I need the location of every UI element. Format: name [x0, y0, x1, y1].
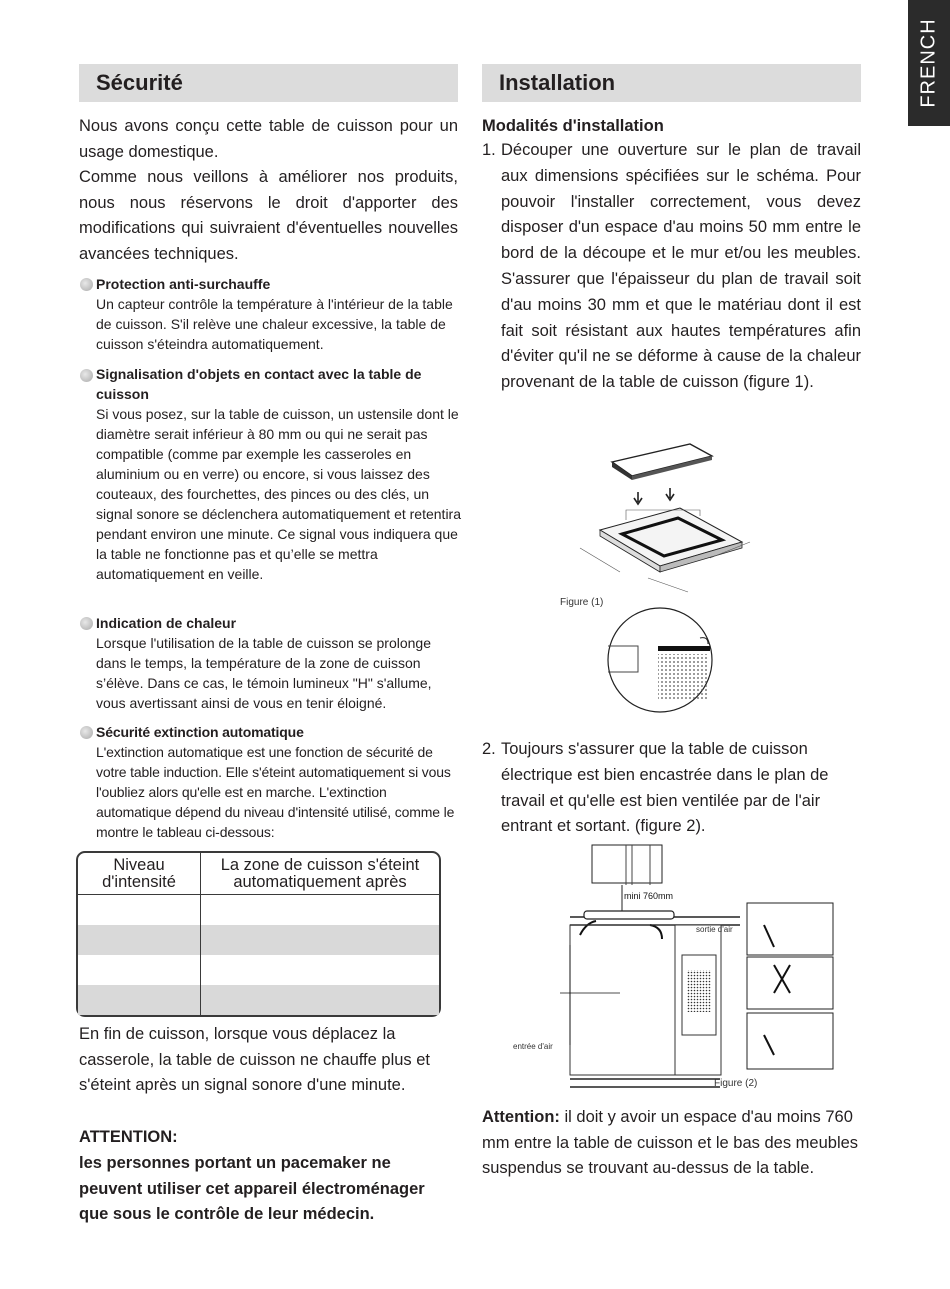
bullet-icon	[80, 369, 93, 382]
step-text: Toujours s'assurer que la table de cuisson électrique est bien encastrée dans le plan de travail et qu'elle est bien ventilée par de l'air entrant et sortant. (figure 2).	[501, 740, 829, 836]
item-title: Signalisation d'objets en contact avec la table de cuisson	[96, 366, 422, 402]
security-heading	[79, 64, 458, 102]
table-row	[78, 955, 439, 985]
clearance-note-label: Attention:	[482, 1108, 560, 1126]
item-heat-indicator	[96, 613, 461, 713]
clearance-note	[482, 1105, 861, 1182]
fig2-air-out-label: sortie d'air	[696, 925, 733, 934]
item-text: Si vous posez, sur la table de cuisson, un ustensile dont le diamètre serait inférieur à 80 mm ou qui ne serait pas compatible (comme par exemple les casseroles en aluminium ou en verre) ou encore, si vous laissez des couteaux, des fourchettes, des pinces ou des clés, un signal sonore se déclenchera automatiquement et retentira pendant environ une minute. Ce signal vous indiquera que la table ne fonctionne pas et qu’elle se mettra automatiquement en veille.	[96, 406, 461, 582]
after-cooking-paragraph: En fin de cuisson, lorsque vous déplacez la casserole, la table de cuisson ne chauffe plus et s'éteint après un signal sonore d'une minute.	[79, 1025, 431, 1095]
bullet-icon	[80, 278, 93, 291]
fig2-mini-label: mini 760mm	[624, 891, 674, 901]
table-header-shutoff: La zone de cuisson s'éteint automatiquement après	[201, 853, 439, 895]
step-1	[482, 138, 861, 396]
figure-1-drawing	[560, 440, 760, 720]
item-auto-shutoff	[96, 722, 461, 842]
clearance-note-text: il doit y avoir un espace d'au moins 760 mm entre la table de cuisson et le bas des meubles suspendus se trouvant au-dessus de la table.	[482, 1108, 859, 1178]
item-title: Sécurité extinction automatique	[96, 724, 304, 740]
language-tab-label: FRENCH	[917, 18, 940, 108]
step-text: Découper une ouverture sur le plan de travail aux dimensions spécifiées sur le schéma. Pour pouvoir l'installer correctement, vous devez disposer d'un espace d'au moins 50 mm entre le bord de la découpe et le mur et/ou les meubles. S'assurer que l'épaisseur du plan de travail soit d'au moins 30 mm et que le matériau dont il est fait soit résistant aux hautes températures afin d'éviter qu'il ne se déforme à cause de la chaleur provenant de la table de cuisson (figure 1).	[501, 141, 861, 392]
intro-paragraph-2: Comme nous veillons à améliorer nos produits, nous nous réservons le droit d'apporter des modifications qui suivraient d'éventuelles nouvelles avancées techniques.	[79, 168, 458, 263]
step-2	[482, 737, 861, 840]
attention-title: ATTENTION:	[79, 1128, 178, 1146]
item-title: Protection anti-surchauffe	[96, 276, 271, 292]
figure-1-caption: Figure (1)	[560, 597, 604, 608]
step-number: 1.	[482, 141, 496, 159]
item-object-detection	[96, 364, 461, 584]
installation-title: Installation	[499, 70, 616, 95]
table-header-level: Niveau d'intensité	[78, 853, 201, 895]
bullet-icon	[80, 617, 93, 630]
table-row	[78, 895, 439, 925]
installation-subtitle: Modalités d'installation	[482, 117, 664, 135]
item-title: Indication de chaleur	[96, 615, 237, 631]
item-text: Un capteur contrôle la température à l'intérieur de la table de cuisson. S'il relève une chaleur excessive, la table de cuisson s'éteindra automatiquement.	[96, 296, 453, 352]
figure-2-caption: Figure (2)	[714, 1078, 758, 1089]
shutoff-table	[76, 851, 441, 1017]
installation-heading	[482, 64, 861, 102]
item-text: Lorsque l'utilisation de la table de cuisson se prolonge dans le temps, la température de la zone de cuisson s’élève. Dans ce cas, le témoin lumineux "H" s'allume, vous avertissant ainsi de vous en tenir éloigné.	[96, 635, 432, 711]
security-title: Sécurité	[96, 70, 183, 95]
item-overheat	[96, 274, 461, 354]
pacemaker-warning: les personnes portant un pacemaker ne peuvent utiliser cet appareil électroménager que sous le contrôle de leur médecin.	[79, 1154, 425, 1224]
intro-paragraph-1: Nous avons conçu cette table de cuisson pour un usage domestique.	[79, 117, 458, 161]
language-tab	[908, 0, 950, 126]
figure-2-drawing	[513, 845, 840, 1095]
step-number: 2.	[482, 740, 496, 758]
table-row	[78, 985, 439, 1015]
item-text: L'extinction automatique est une fonction de sécurité de votre table induction. Elle s'éteint automatiquement si vous l'oubliez alors qu'elle est en marche. L'extinction automatique dépend du niveau d'intensité utilisé, comme le montre le tableau ci-dessous:	[96, 744, 455, 840]
table-row	[78, 925, 439, 955]
fig2-air-in-label: entrée d'air	[513, 1042, 553, 1051]
bullet-icon	[80, 726, 93, 739]
